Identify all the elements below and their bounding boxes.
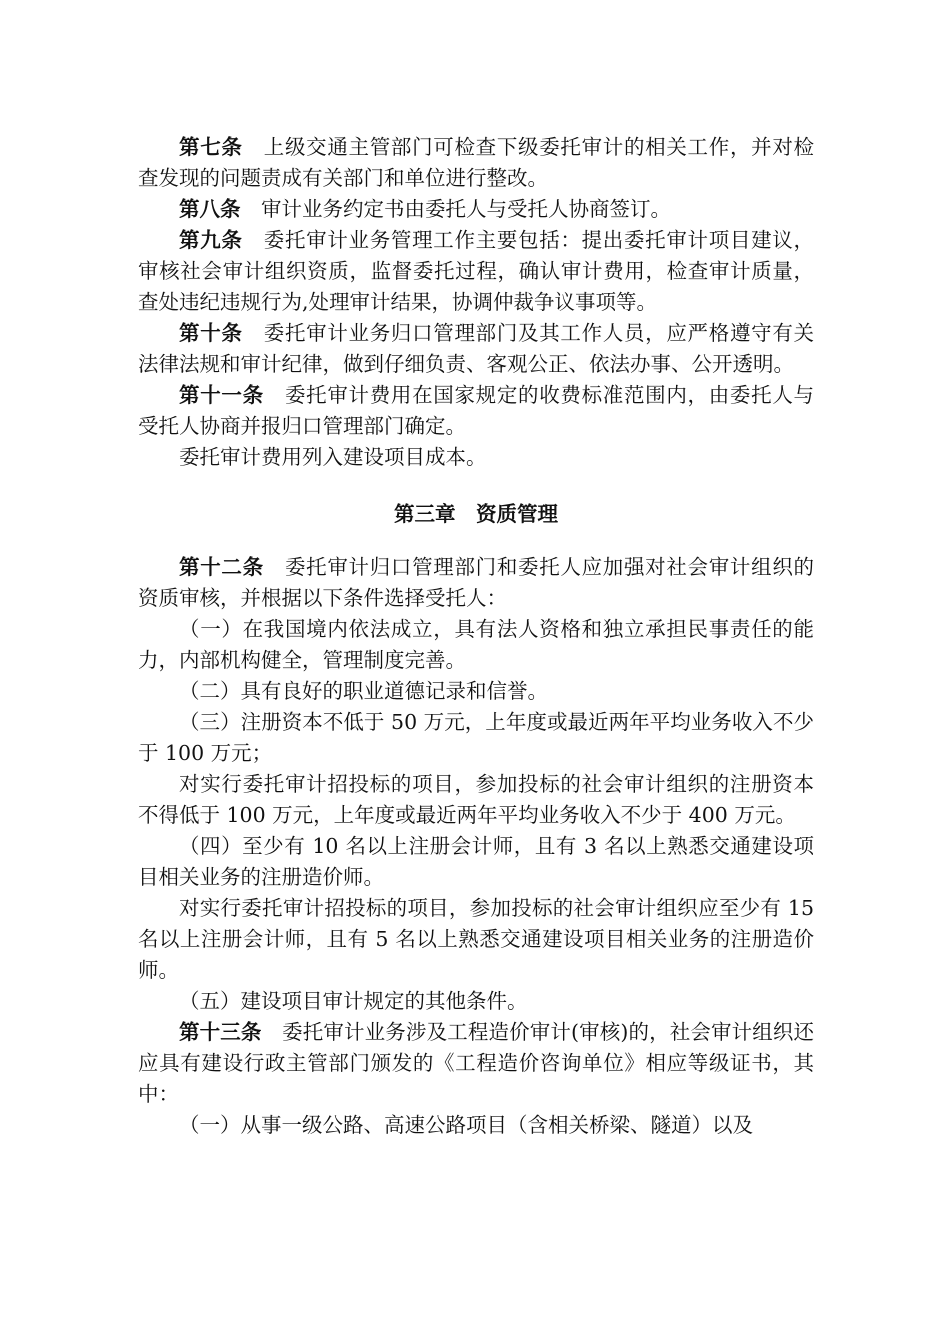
list-item xyxy=(138,1110,814,1141)
paragraph-text: （三）注册资本不低于 50 万元，上年度或最近两年平均业务收入不少于 100 万元； xyxy=(138,710,814,765)
paragraph-text: 委托审计费用列入建设项目成本。 xyxy=(179,445,487,469)
list-item xyxy=(138,676,814,707)
article-text: 委托审计业务涉及工程造价审计(审核)的，社会审计组织还应具有建设行政主管部门颁发的《工程造价咨询单位》相应等级证书，其中： xyxy=(138,1020,815,1106)
article-text: 委托审计归口管理部门和委托人应加强对社会审计组织的资质审核，并根据以下条件选择受托人： xyxy=(138,555,815,610)
article-text: 上级交通主管部门可检查下级委托审计的相关工作，并对检查发现的问题责成有关部门和单位进行整改。 xyxy=(138,135,815,190)
article-text: 委托审计费用在国家规定的收费标准范围内，由委托人与受托人协商并报归口管理部门确定。 xyxy=(138,383,815,438)
paragraph-text: 对实行委托审计招投标的项目，参加投标的社会审计组织的注册资本不得低于 100 万元，上年度或最近两年平均业务收入不少于 400 万元。 xyxy=(138,772,814,827)
paragraph-text: （四）至少有 10 名以上注册会计师，且有 3 名以上熟悉交通建设项目相关业务的注册造价师。 xyxy=(138,834,814,889)
paragraph-text: （二）具有良好的职业道德记录和信誉。 xyxy=(179,679,548,703)
paragraph-text: 对实行委托审计招投标的项目，参加投标的社会审计组织应至少有 15 名以上注册会计师，且有 5 名以上熟悉交通建设项目相关业务的注册造价师。 xyxy=(138,896,814,982)
paragraph xyxy=(138,769,814,831)
article-8 xyxy=(138,194,814,225)
paragraph-text: （一）从事一级公路、高速公路项目（含相关桥梁、隧道）以及 xyxy=(179,1113,753,1137)
paragraph-text: （一）在我国境内依法成立，具有法人资格和独立承担民事责任的能力，内部机构健全，管理制度完善。 xyxy=(138,617,814,672)
document-body xyxy=(138,132,814,1141)
paragraph-text: （五）建设项目审计规定的其他条件。 xyxy=(179,989,528,1013)
article-text: 委托审计业务管理工作主要包括：提出委托审计项目建议，审核社会审计组织资质，监督委托过程，确认审计费用，检查审计质量，查处违纪违规行为,处理审计结果，协调仲裁争议事项等。 xyxy=(138,228,815,314)
article-9 xyxy=(138,225,814,318)
list-item xyxy=(138,831,814,893)
article-number: 第十三条 xyxy=(179,1020,262,1044)
article-10 xyxy=(138,318,814,380)
list-item xyxy=(138,707,814,769)
article-number: 第七条 xyxy=(179,135,243,159)
chapter-title: 资质管理 xyxy=(476,502,558,526)
article-number: 第十二条 xyxy=(179,555,264,579)
article-number: 第十一条 xyxy=(179,383,264,407)
article-12 xyxy=(138,552,814,614)
list-item xyxy=(138,986,814,1017)
article-7 xyxy=(138,132,814,194)
article-13 xyxy=(138,1017,814,1110)
list-item xyxy=(138,614,814,676)
article-number: 第八条 xyxy=(179,197,241,221)
article-text: 审计业务约定书由委托人与受托人协商签订。 xyxy=(261,197,671,221)
article-number: 第十条 xyxy=(179,321,243,345)
article-number: 第九条 xyxy=(179,228,243,252)
paragraph xyxy=(138,442,814,473)
paragraph xyxy=(138,893,814,986)
chapter-heading xyxy=(138,499,814,530)
article-text: 委托审计业务归口管理部门及其工作人员，应严格遵守有关法律法规和审计纪律，做到仔细负责、客观公正、依法办事、公开透明。 xyxy=(138,321,815,376)
article-11 xyxy=(138,380,814,442)
chapter-number: 第三章 xyxy=(394,502,456,526)
